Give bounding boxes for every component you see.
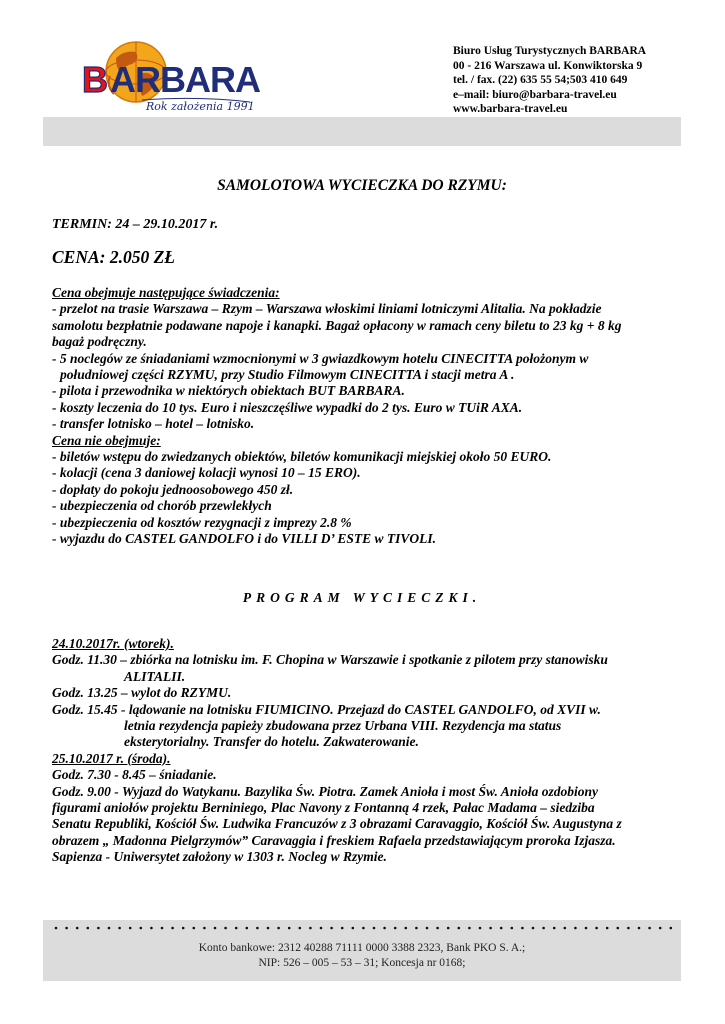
divider-dot — [352, 927, 355, 930]
divider-dot — [246, 927, 249, 930]
includes-line: - koszty leczenia do 10 tys. Euro i nieszczęśliwe wypadki do 2 tys. Euro w TUiR AXA. — [52, 399, 523, 415]
divider-dot — [76, 927, 79, 930]
excludes-line: - biletów wstępu do zwiedzanych obiektów, biletów komunikacji miejskiej około 50 EURO. — [52, 449, 552, 465]
program-line: obrazem „ Madonna Pielgrzymów” Caravaggia i freskiem Rafaela przedstawiającym proroka Izjasza. — [52, 832, 616, 848]
divider-dot — [65, 927, 68, 930]
includes-heading: Cena obejmuje następujące świadczenia: — [52, 285, 280, 300]
day-date: 25.10.2017 r. (środa). — [52, 750, 171, 766]
divider-dot — [638, 927, 641, 930]
program-section — [52, 636, 672, 866]
divider-dot — [532, 927, 535, 930]
divider-dot — [118, 927, 121, 930]
divider-dot — [97, 927, 100, 930]
footer-info — [43, 941, 681, 971]
divider-dot — [193, 927, 196, 930]
divider-dot — [362, 927, 365, 930]
agency-contact — [453, 44, 646, 117]
dotted-divider — [53, 923, 673, 933]
trip-title: SAMOLOTOWA WYCIECZKA DO RZYMU: — [217, 177, 507, 194]
divider-dot — [606, 927, 609, 930]
agency-email[interactable]: e–mail: biuro@barbara-travel.eu — [453, 88, 617, 101]
agency-website[interactable]: www.barbara-travel.eu — [453, 103, 568, 115]
divider-dot — [542, 927, 545, 930]
includes-line: - przelot na trasie Warszawa – Rzym – Warszawa włoskimi liniami lotniczymi Alitalia. Na pokładzie — [52, 301, 602, 317]
divider-dot — [405, 927, 408, 930]
divider-dot — [511, 927, 514, 930]
divider-dot — [288, 927, 291, 930]
divider-dot — [458, 927, 461, 930]
divider-dot — [426, 927, 429, 930]
program-line: Senatu Republiki, Kościół Św. Ludwika Francuzów z 3 obrazami Caravaggio, Kościół Św. Augustyna z — [52, 816, 622, 832]
program-line: Godz. 7.30 - 8.45 – śniadanie. — [52, 767, 217, 783]
divider-dot — [171, 927, 174, 930]
divider-dot — [182, 927, 185, 930]
price-includes-section — [52, 285, 672, 548]
header-band — [43, 117, 681, 146]
agency-name: Biuro Usług Turystycznych BARBARA — [453, 45, 647, 57]
divider-dot — [394, 927, 397, 930]
program-line: Godz. 15.45 - lądowanie na lotnisku FIUMICINO. Przejazd do CASTEL GANDOLFO, od XVII w. — [52, 701, 601, 717]
divider-dot — [489, 927, 492, 930]
program-line: letnia rezydencja papieży zbudowana przez Urbana VIII. Rezydencja ma status — [124, 718, 562, 734]
divider-dot — [55, 927, 58, 930]
divider-dot — [479, 927, 482, 930]
barbara-logo — [80, 40, 280, 120]
excludes-heading: Cena nie obejmuje: — [52, 432, 161, 448]
program-line: ALITALII. — [124, 668, 186, 684]
divider-dot — [341, 927, 344, 930]
divider-dot — [436, 927, 439, 930]
program-line: Godz. 9.00 - Wyjazd do Watykanu. Bazylika Św. Piotra. Zamek Anioła i most Św. Anioła ozdobiony — [52, 783, 598, 799]
excludes-line: - ubezpieczenia od kosztów rezygnacji z imprezy 2.8 % — [52, 514, 352, 530]
agency-address: 00 - 216 Warszawa ul. Konwiktorska 9 — [453, 59, 643, 72]
includes-line: południowej części RZYMU, przy Studio Filmowym CINECITTA i stacji metra A . — [60, 367, 515, 383]
program-line: Sapienza - Uniwersytet założony w 1303 r. Nocleg w Rzymie. — [52, 849, 387, 865]
divider-dot — [309, 927, 312, 930]
program-line: figurami aniołów projektu Berniniego, Plac Navony z Fontanną 4 rzek, Pałac Madama – siedziba — [52, 800, 595, 816]
program-line: Godz. 13.25 – wylot do RZYMU. — [52, 685, 232, 701]
includes-line: - pilota i przewodnika w niektórych obiektach BUT BARBARA. — [52, 383, 405, 399]
divider-dot — [320, 927, 323, 930]
divider-dot — [108, 927, 111, 930]
divider-dot — [447, 927, 450, 930]
divider-dot — [595, 927, 598, 930]
program-line: Godz. 11.30 – zbiórka na lotnisku im. F. Chopina w Warszawie i spotkanie z pilotem przy stanowisku — [52, 652, 608, 668]
day-date: 24.10.2017r. (wtorek). — [52, 636, 174, 651]
divider-dot — [648, 927, 651, 930]
excludes-line: - kolacji (cena 3 daniowej kolacji wynosi 10 – 15 ERO). — [52, 465, 361, 481]
divider-dot — [224, 927, 227, 930]
divider-dot — [627, 927, 630, 930]
program-title: PROGRAM WYCIECZKI. — [242, 590, 482, 605]
trip-price: CENA: 2.050 ZŁ — [52, 247, 175, 267]
divider-dot — [553, 927, 556, 930]
svg-text:Rok założenia 1991: Rok założenia 1991 — [146, 100, 255, 113]
divider-dot — [330, 927, 333, 930]
includes-line: - 5 noclegów ze śniadaniami wzmocnionymi w 3 gwiazdkowym hotelu CINECITTA położonym w — [52, 350, 589, 366]
divider-dot — [521, 927, 524, 930]
divider-dot — [383, 927, 386, 930]
bank-account: Konto bankowe: 2312 40288 71111 0000 3388 2323, Bank PKO S. A.; — [198, 942, 526, 954]
excludes-line: - ubezpieczenia od chorób przewlekłych — [52, 498, 272, 514]
divider-dot — [214, 927, 217, 930]
divider-dot — [574, 927, 577, 930]
divider-dot — [299, 927, 302, 930]
divider-dot — [277, 927, 280, 930]
divider-dot — [415, 927, 418, 930]
includes-line: bagaż podręczny. — [52, 334, 147, 350]
includes-line: samolotu bezpłatnie podawane napoje i kanapki. Bagaż opłacony w ramach ceny biletu to 23 kg + 8 kg — [52, 317, 622, 333]
divider-dot — [659, 927, 662, 930]
divider-dot — [129, 927, 132, 930]
divider-dot — [256, 927, 259, 930]
divider-dot — [468, 927, 471, 930]
tax-license: NIP: 526 – 005 – 53 – 31; Koncesja nr 0168; — [258, 957, 466, 969]
svg-text:ARBARA: ARBARA — [110, 59, 260, 100]
divider-dot — [564, 927, 567, 930]
program-line: eksterytorialny. Transfer do hotelu. Zakwaterowanie. — [124, 734, 419, 750]
divider-dot — [617, 927, 620, 930]
footer-band — [43, 920, 681, 981]
divider-dot — [140, 927, 143, 930]
divider-dot — [150, 927, 153, 930]
divider-dot — [161, 927, 164, 930]
svg-text:B: B — [82, 59, 107, 100]
includes-line: - transfer lotnisko – hotel – lotnisko. — [52, 416, 255, 432]
divider-dot — [373, 927, 376, 930]
excludes-line: - dopłaty do pokoju jednoosobowego 450 zł. — [52, 481, 294, 497]
divider-dot — [670, 927, 673, 930]
divider-dot — [267, 927, 270, 930]
excludes-line: - wyjazdu do CASTEL GANDOLFO i do VILLI D’ ESTE w TIVOLI. — [52, 531, 437, 547]
trip-term: TERMIN: 24 – 29.10.2017 r. — [52, 217, 219, 232]
divider-dot — [87, 927, 90, 930]
divider-dot — [585, 927, 588, 930]
agency-phone: tel. / fax. (22) 635 55 54;503 410 649 — [453, 74, 628, 86]
divider-dot — [235, 927, 238, 930]
divider-dot — [203, 927, 206, 930]
divider-dot — [500, 927, 503, 930]
